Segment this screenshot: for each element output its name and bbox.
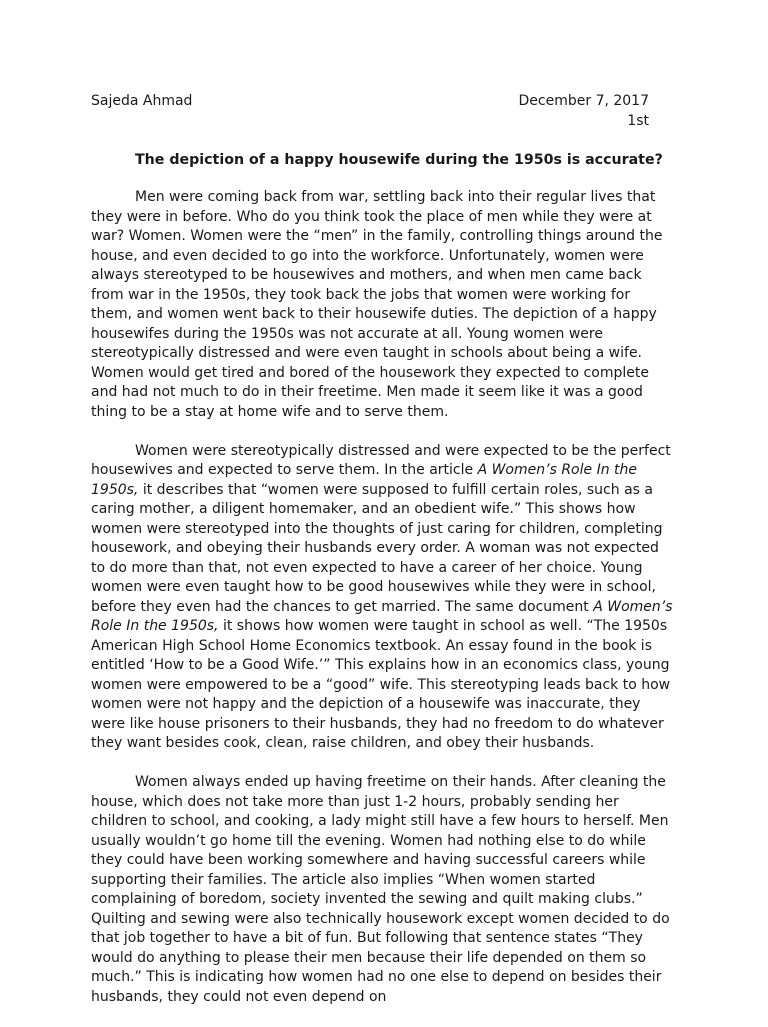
class-period: 1st [627, 112, 649, 129]
document-header [91, 92, 675, 132]
paragraph-1-text: Men were coming back from war, settling back into their regular lives that they were in before. Who do you think took the place of men while they were at war? Women. Women were the “men” in the family, controlling things around the house, and even decided to go into the workforce. Unfortunately, women were always stereotyped to be housewives and mothers, and when men came back from war in the 1950s, they took back the jobs that women were working for them, and women went back to their housewife duties. The depiction of a happy housewifes during the 1950s was not accurate at all. Young women were stereotypically distressed and were even taught in schools about being a wife. Women would get tired and bored of the housework they expected to complete and had not much to do in their freetime. Men made it seem like it was a good thing to be a stay at home wife and to serve them. [91, 189, 663, 420]
paragraph-2-text-b: it describes that “women were supposed to fulfill certain roles, such as a caring mother, a diligent homemaker, and an obedient wife.” This shows how women were stereotyped into the thoughts of just caring for children, completing housework, and obeying their husbands every order. A woman was not expected to do more than that, not even expected to have a career of her choice. Young women were even taught how to be good housewives while they were in school, before they even had the chances to get married. The same document [91, 481, 663, 615]
essay-body [91, 188, 675, 1007]
paragraph-3-text: Women always ended up having freetime on their hands. After cleaning the house, which does not take more than just 1-2 hours, probably sending her children to school, and cooking, a lady might still have a few hours to herself. Men usually wouldn’t go home till the evening. Women had nothing else to do while they could have been working somewhere and having successful careers while supporting their families. The article also implies “When women started complaining of boredom, society invented the sewing and quilt making clubs.” Quilting and sewing were also technically housework except women decided to do that job together to have a bit of fun. But following that sentence states “They would do anything to please their men because their life depended on them so much.” This is indicating how women had no one else to depend on besides their husbands, they could not even depend on [91, 774, 670, 1005]
article-title-citation: A Women’s Role In the 1950s, [91, 462, 637, 498]
document-page [91, 92, 675, 1027]
paragraph-1 [91, 188, 675, 422]
paragraph-2-text-a: Women were stereotypically distressed and were expected to be the perfect housewives and expected to serve them. In the article [91, 442, 671, 478]
header-right-block [519, 92, 649, 131]
paragraph-2-text-c: it shows how women were taught in school as well. “The 1950s American High School Home Economics textbook. An essay found in the book is entitled ‘How to be a Good Wife.’” This explains how in an economics class, young women were empowered to be a “good” wife. This stereotyping leads back to how women were not happy and the depiction of a housewife was inaccurate, they were like house prisoners to their husbands, they had no freedom to do whatever they want besides cook, clean, raise children, and obey their husbands. [91, 618, 671, 751]
paragraph-2 [91, 442, 675, 754]
paragraph-3 [91, 773, 675, 1007]
article-title-citation: A Women’s Role In the 1950s, [91, 598, 673, 634]
author-name: Sajeda Ahmad [91, 93, 193, 109]
essay-title: The depiction of a happy housewife during the 1950s is accurate? [135, 152, 663, 168]
document-date: December 7, 2017 [518, 93, 649, 109]
